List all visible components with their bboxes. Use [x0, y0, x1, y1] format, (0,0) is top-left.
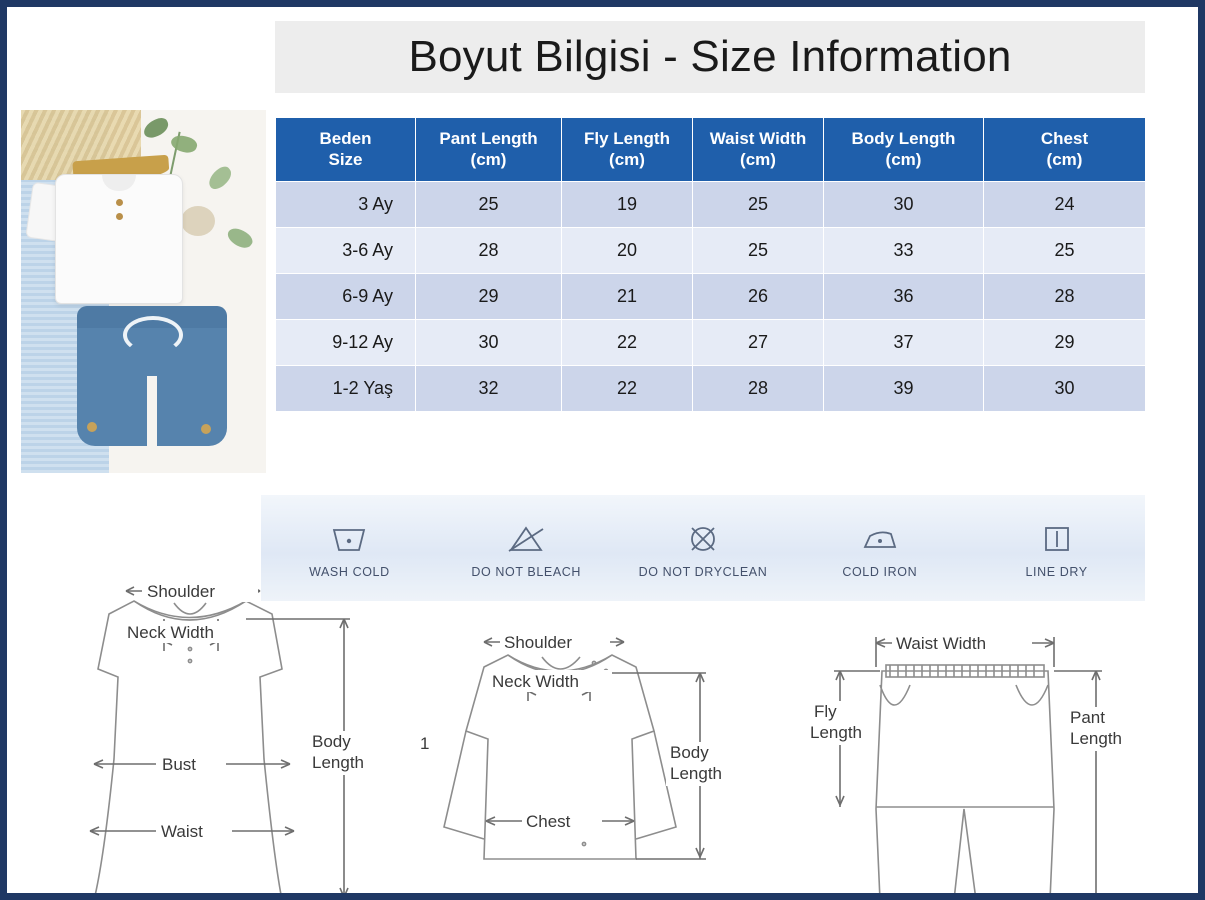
cell-size: 6-9 Ay: [276, 273, 416, 319]
shirt-body-length-label-line1: Body: [670, 743, 709, 762]
column-header-waist-width: Waist Width (cm): [693, 118, 824, 182]
photo-shorts-button: [201, 424, 211, 434]
cell-fly-length: 20: [562, 227, 693, 273]
line-dry-icon: [981, 517, 1133, 561]
cold-iron-icon: [804, 517, 956, 561]
cell-size: 3-6 Ay: [276, 227, 416, 273]
cell-waist-width: 25: [693, 227, 824, 273]
diagram-index-label: 1: [420, 734, 430, 753]
photo-shorts-drawstring: [123, 316, 183, 354]
cell-size: 3 Ay: [276, 181, 416, 227]
cell-chest: 29: [984, 319, 1146, 365]
wash-cold-icon: [273, 517, 425, 561]
dress-body-length-label-line2: Length: [312, 753, 364, 772]
dress-measurement-diagram: [90, 580, 388, 900]
pants-fly-length-label-line2: Length: [810, 723, 862, 742]
cell-waist-width: 27: [693, 319, 824, 365]
pants-pant-length-label-line2: Length: [1070, 729, 1122, 748]
dress-neck-width-label: Neck Width: [127, 623, 214, 642]
cell-chest: 30: [984, 365, 1146, 411]
cell-pant-length: 30: [416, 319, 562, 365]
do-not-dryclean-icon: [627, 517, 779, 561]
cell-size: 9-12 Ay: [276, 319, 416, 365]
table-row: [276, 181, 1146, 227]
page-title: Boyut Bilgisi - Size Information: [408, 32, 1012, 81]
shirt-neck-width-label: Neck Width: [492, 672, 579, 691]
shirt-measurement-diagram: [420, 631, 744, 859]
photo-shorts-leg-gap: [147, 376, 157, 446]
shirt-body-length-label-line2: Length: [670, 764, 722, 783]
cell-body-length: 33: [824, 227, 984, 273]
cell-fly-length: 21: [562, 273, 693, 319]
column-header-fly-length: Fly Length (cm): [562, 118, 693, 182]
care-label: DO NOT DRYCLEAN: [638, 565, 768, 579]
dress-body-length-label-line1: Body: [312, 732, 351, 751]
size-table: [275, 117, 1146, 412]
column-header-pant-length: Pant Length (cm): [416, 118, 562, 182]
dress-shoulder-label: Shoulder: [147, 582, 216, 601]
cell-chest: 28: [984, 273, 1146, 319]
cell-waist-width: 26: [693, 273, 824, 319]
cell-pant-length: 25: [416, 181, 562, 227]
photo-shirt-collar: [102, 175, 136, 191]
cell-pant-length: 32: [416, 365, 562, 411]
table-row: [276, 227, 1146, 273]
dress-waist-label: Waist: [161, 822, 203, 841]
photo-shirt-button: [116, 213, 123, 220]
cell-waist-width: 28: [693, 365, 824, 411]
photo-shirt-button: [116, 199, 123, 206]
do-not-bleach-icon: [450, 517, 602, 561]
cell-pant-length: 28: [416, 227, 562, 273]
photo-dried-flower: [181, 206, 215, 236]
pants-pant-length-label-line1: Pant: [1070, 708, 1105, 727]
page-title-bar: [275, 21, 1145, 93]
cell-body-length: 39: [824, 365, 984, 411]
pants-fly-length-label-line1: Fly: [814, 702, 837, 721]
cell-body-length: 30: [824, 181, 984, 227]
table-header-row: [276, 118, 1146, 182]
column-header-chest: Chest (cm): [984, 118, 1146, 182]
table-row: [276, 365, 1146, 411]
pants-waist-width-label: Waist Width: [896, 634, 987, 653]
pants-measurement-diagram: [810, 632, 1144, 900]
product-photo: [21, 110, 266, 473]
care-label: DO NOT BLEACH: [471, 565, 582, 579]
cell-body-length: 36: [824, 273, 984, 319]
table-row: [276, 273, 1146, 319]
shirt-chest-label: Chest: [526, 812, 571, 831]
care-label: LINE DRY: [1025, 565, 1088, 579]
cell-chest: 25: [984, 227, 1146, 273]
cell-waist-width: 25: [693, 181, 824, 227]
care-label: COLD IRON: [842, 565, 918, 579]
cell-fly-length: 19: [562, 181, 693, 227]
photo-shorts: [77, 306, 227, 446]
cell-body-length: 37: [824, 319, 984, 365]
dress-bust-label: Bust: [162, 755, 197, 774]
photo-shirt: [55, 174, 183, 304]
cell-pant-length: 29: [416, 273, 562, 319]
shirt-shoulder-label: Shoulder: [504, 633, 573, 652]
measurement-diagrams: [14, 559, 1205, 900]
table-row: [276, 319, 1146, 365]
column-header-body-length: Body Length (cm): [824, 118, 984, 182]
cell-size: 1-2 Yaş: [276, 365, 416, 411]
cell-fly-length: 22: [562, 319, 693, 365]
photo-shorts-button: [87, 422, 97, 432]
care-label: WASH COLD: [309, 565, 390, 579]
cell-chest: 24: [984, 181, 1146, 227]
column-header-size: Beden Size: [276, 118, 416, 182]
cell-fly-length: 22: [562, 365, 693, 411]
